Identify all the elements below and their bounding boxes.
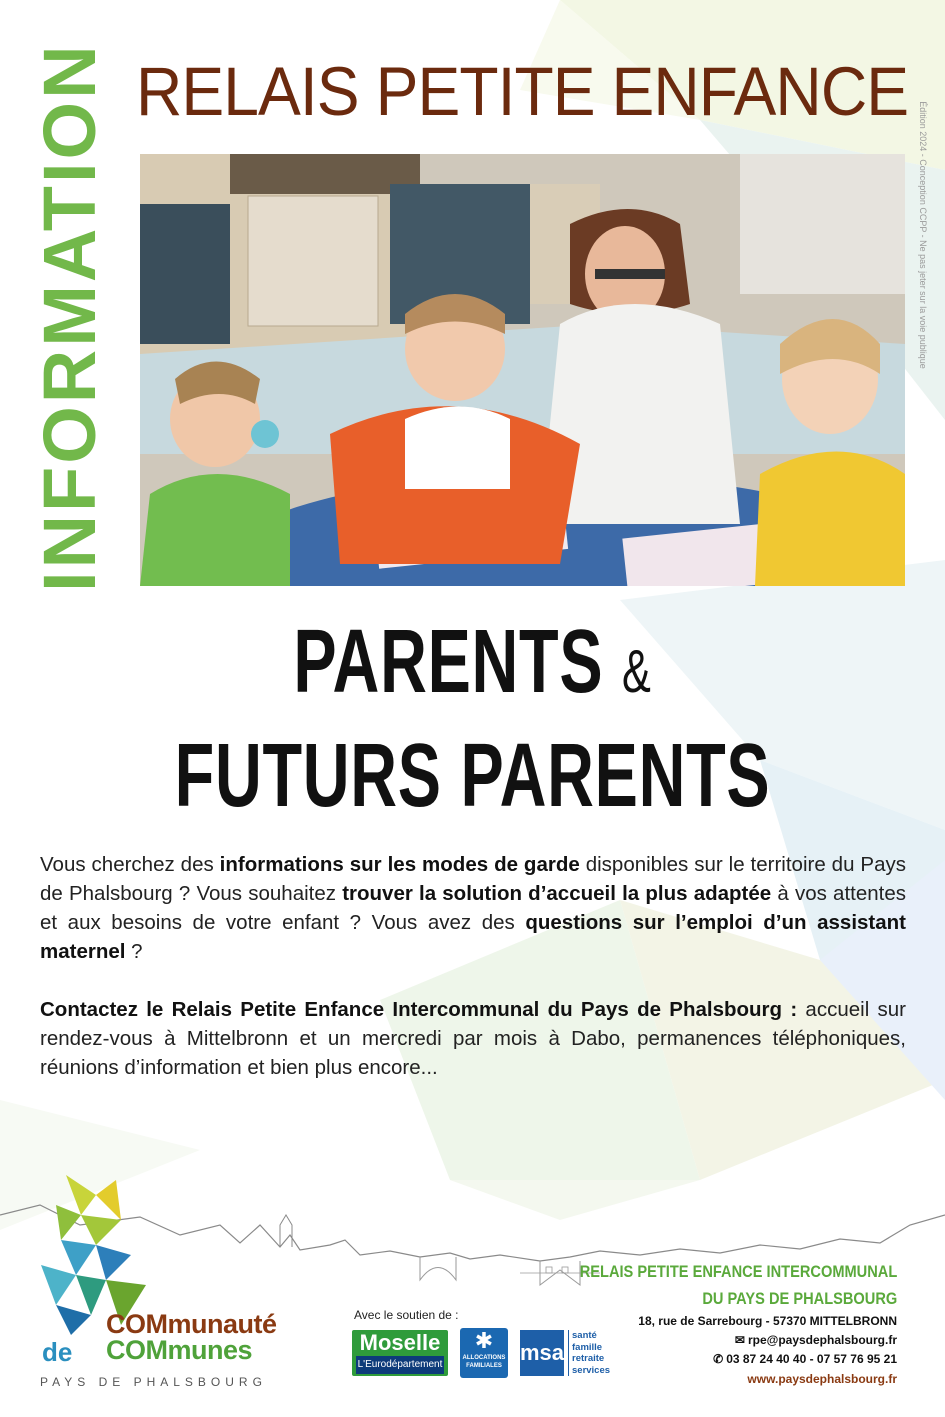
headline-line1 bbox=[132, 610, 812, 724]
headline-parents: PARENTS bbox=[293, 612, 604, 712]
intro-text-1: Vous cherchez des bbox=[40, 853, 220, 876]
logo-pays: PAYS DE PHALSBOURG bbox=[40, 1375, 267, 1389]
msa-word: santé bbox=[572, 1330, 597, 1341]
intro-text-4: ? bbox=[125, 940, 143, 963]
soutien-label: Avec le soutien de : bbox=[354, 1308, 459, 1322]
contact-phone[interactable]: 03 87 24 40 40 - 07 57 76 95 21 bbox=[726, 1352, 897, 1366]
contact-org-line1: RELAIS PETITE ENFANCE INTERCOMMUNAL bbox=[579, 1262, 897, 1281]
contact-org-line2: DU PAYS DE PHALSBOURG bbox=[702, 1289, 897, 1308]
hero-photo bbox=[140, 154, 905, 586]
headline-ampersand: & bbox=[622, 638, 652, 705]
msa-word: services bbox=[572, 1364, 611, 1376]
contact-email[interactable]: rpe@paysdephalsbourg.fr bbox=[747, 1333, 897, 1347]
caf-logo bbox=[460, 1328, 508, 1378]
body-text bbox=[40, 850, 906, 1082]
caf-text: ALLOCATIONS FAMILIALES bbox=[462, 1355, 506, 1369]
side-banner bbox=[28, 42, 111, 592]
intro-paragraph bbox=[40, 850, 906, 966]
page-title: RELAIS PETITE ENFANCE bbox=[136, 53, 909, 130]
contact-phone-row bbox=[528, 1350, 897, 1369]
contact-website[interactable]: www.paysdephalsbourg.fr bbox=[747, 1372, 897, 1386]
contact-bold: Contactez le Relais Petite Enfance Intercommunal du Pays de Phalsbourg : bbox=[40, 998, 798, 1021]
contact-email-row bbox=[528, 1331, 897, 1350]
edition-note bbox=[905, 60, 941, 410]
moselle-sub: L'Eurodépartement bbox=[356, 1356, 444, 1374]
communaute-de-communes-logo bbox=[36, 1175, 326, 1390]
phone-icon: ✆ bbox=[713, 1352, 724, 1366]
contact-text: accueil sur rendez-vous à Mittelbronn et un mercredi par mois à Dabo, permanences téléphoniques, réunions d’information et bien plus encore... bbox=[40, 998, 906, 1079]
headline bbox=[0, 610, 945, 828]
moselle-logo bbox=[352, 1330, 448, 1376]
side-banner-text: INFORMATION bbox=[28, 42, 111, 592]
msa-word: retraite bbox=[572, 1353, 605, 1364]
logo-communes: COMmunes bbox=[106, 1335, 253, 1365]
intro-bold-3: questions sur l’emploi d’un assistant maternel bbox=[40, 911, 906, 963]
msa-word: famille bbox=[572, 1341, 603, 1353]
intro-bold-2: trouver la solution d’accueil la plus adaptée bbox=[342, 882, 772, 905]
msa-logo: msa bbox=[520, 1330, 564, 1376]
logo-communaute: COMmunauté bbox=[106, 1309, 277, 1339]
edition-note-text: Édition 2024 - Conception CCPP - Ne pas jeter sur la voie publique bbox=[918, 101, 928, 369]
contact-address: 18, rue de Sarrebourg - 57370 MITTELBRONN bbox=[638, 1314, 897, 1328]
moselle-name: Moselle bbox=[359, 1330, 441, 1355]
headline-line2: FUTURS PARENTS bbox=[174, 726, 771, 826]
contact-paragraph bbox=[40, 995, 906, 1082]
caf-icon: ✱ bbox=[474, 1328, 494, 1353]
intro-text-3: à vos attentes et aux besoins de votre enfant ? Vous avez des bbox=[40, 882, 906, 934]
logo-de: de bbox=[42, 1337, 73, 1367]
intro-text-2: disponibles sur le territoire du Pays de Phalsbourg ? Vous souhaitez bbox=[40, 853, 906, 905]
envelope-icon: ✉ bbox=[734, 1333, 745, 1347]
intro-bold-1: informations sur les modes de garde bbox=[219, 853, 580, 876]
contact-block bbox=[528, 1258, 897, 1389]
